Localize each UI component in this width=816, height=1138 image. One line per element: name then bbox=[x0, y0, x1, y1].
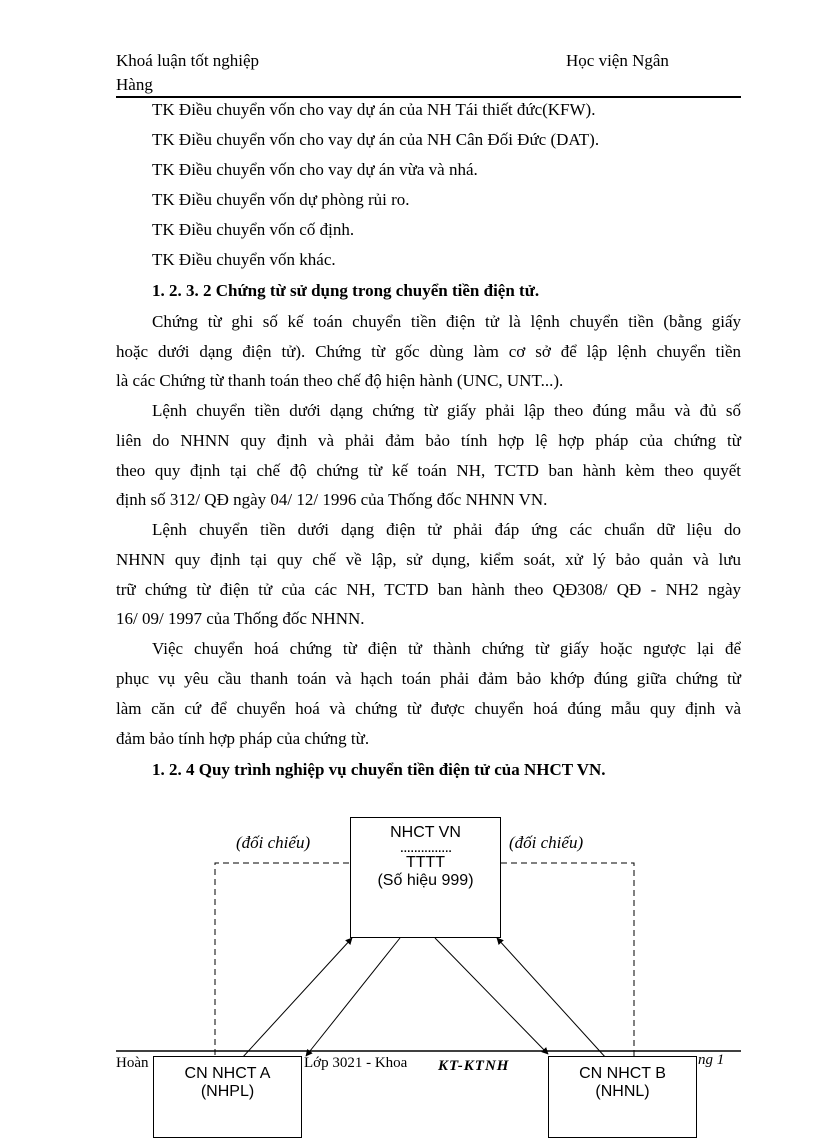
section-heading: 1. 2. 3. 2 Chứng từ sử dụng trong chuyển tiền điện tử. bbox=[152, 281, 540, 300]
section-heading: 1. 2. 4 Quy trình nghiệp vụ chuyển tiền điện tử của NHCT VN. bbox=[152, 760, 606, 779]
footer-left: Hoàn bbox=[116, 1055, 149, 1071]
paragraph-line: 16/ 09/ 1997 của Thống đốc NHNN. bbox=[116, 609, 365, 628]
header-right: Học viện Ngân bbox=[566, 51, 669, 70]
paragraph-line: Chứng từ ghi số kế toán chuyển tiền điện tử là lệnh chuyển tiền (bằng giấy bbox=[152, 312, 741, 331]
arrow-center-to-a bbox=[306, 938, 400, 1056]
footer-script: KT-KTNH bbox=[438, 1058, 510, 1074]
list-item: TK Điều chuyển vốn cho vay dự án của NH Cân Đối Đức (DAT). bbox=[152, 130, 600, 149]
reconcile-left-line bbox=[215, 863, 349, 1058]
center-box-code: (Số hiệu 999) bbox=[377, 872, 474, 889]
paragraph-line: liên do NHNN quy định và phải đảm bảo tính hợp lệ hợp pháp của chứng từ bbox=[116, 431, 741, 450]
paragraph-line: Lệnh chuyển tiền dưới dạng chứng từ giấy phải lập theo đúng mẫu và đủ số bbox=[152, 401, 741, 420]
list-item: TK Điều chuyển vốn khác. bbox=[152, 250, 336, 269]
paragraph-line: Việc chuyển hoá chứng từ điện tử thành chứng từ giấy hoặc ngược lại để bbox=[152, 639, 741, 658]
paragraph-line: hoặc dưới dạng điện tử). Chứng từ gốc dùng làm cơ sở để lập lệnh chuyển tiền bbox=[116, 342, 741, 361]
branch-b-code: (NHNL) bbox=[595, 1083, 650, 1100]
center-box-title: NHCT VN bbox=[390, 824, 461, 841]
paragraph-line: định số 312/ QĐ ngày 04/ 12/ 1996 của Thống đốc NHNN VN. bbox=[116, 490, 548, 509]
list-item: TK Điều chuyển vốn dự phòng rủi ro. bbox=[152, 190, 410, 209]
branch-box-b bbox=[548, 1056, 697, 1138]
arrow-center-to-b bbox=[435, 938, 548, 1054]
center-box-nhct bbox=[350, 817, 501, 938]
paragraph-line: trữ chứng từ điện tử của các NH, TCTD ban hành theo QĐ308/ QĐ - NH2 ngày bbox=[116, 580, 741, 599]
branch-a-title: CN NHCT A bbox=[184, 1065, 271, 1082]
branch-b-title: CN NHCT B bbox=[579, 1065, 666, 1082]
header-wrap: Hàng bbox=[116, 75, 153, 94]
paragraph-line: đảm bảo tính hợp pháp của chứng từ. bbox=[116, 729, 370, 748]
paragraph-line: phục vụ yêu cầu thanh toán và hạch toán phải đảm bảo khớp đúng giữa chứng từ bbox=[116, 669, 741, 688]
branch-box-a bbox=[153, 1056, 302, 1138]
header-left: Khoá luận tốt nghiệp bbox=[116, 51, 260, 70]
list-item: TK Điều chuyển vốn cho vay dự án vừa và nhá. bbox=[152, 160, 478, 179]
reconcile-left-label: (đối chiếu) bbox=[236, 833, 311, 852]
list-item: TK Điều chuyển vốn cho vay dự án của NH Tái thiết đức(KFW). bbox=[152, 100, 596, 119]
center-box-subtitle: TTTT bbox=[405, 854, 446, 871]
paragraph-line: làm căn cứ để chuyển hoá và chứng từ được chuyển hoá đúng mẫu quy định và bbox=[116, 699, 741, 718]
list-item: TK Điều chuyển vốn cố định. bbox=[152, 220, 355, 239]
reconcile-right-line bbox=[501, 863, 634, 1058]
paragraph-line: NHNN quy định tại quy chế về lập, sử dụng, kiểm soát, xử lý bảo quản và lưu bbox=[116, 550, 741, 569]
reconcile-right-label: (đối chiếu) bbox=[509, 833, 584, 852]
footer-right: ng 1 bbox=[698, 1052, 725, 1068]
arrow-b-to-center bbox=[497, 938, 606, 1058]
center-box-dots: ............... bbox=[399, 839, 452, 856]
footer-mid: Lớp 3021 - Khoa bbox=[304, 1055, 408, 1071]
paragraph-line: là các Chứng từ thanh toán theo chế độ hiện hành (UNC, UNT...). bbox=[116, 371, 564, 390]
arrow-a-to-center bbox=[242, 938, 352, 1058]
paragraph-line: theo quy định tại chế độ chứng từ kế toán NH, TCTD ban hành kèm theo quyết bbox=[116, 461, 741, 480]
branch-a-code: (NHPL) bbox=[200, 1083, 255, 1100]
paragraph-line: Lệnh chuyển tiền dưới dạng điện tử phải đáp ứng các chuẩn dữ liệu do bbox=[152, 520, 741, 539]
